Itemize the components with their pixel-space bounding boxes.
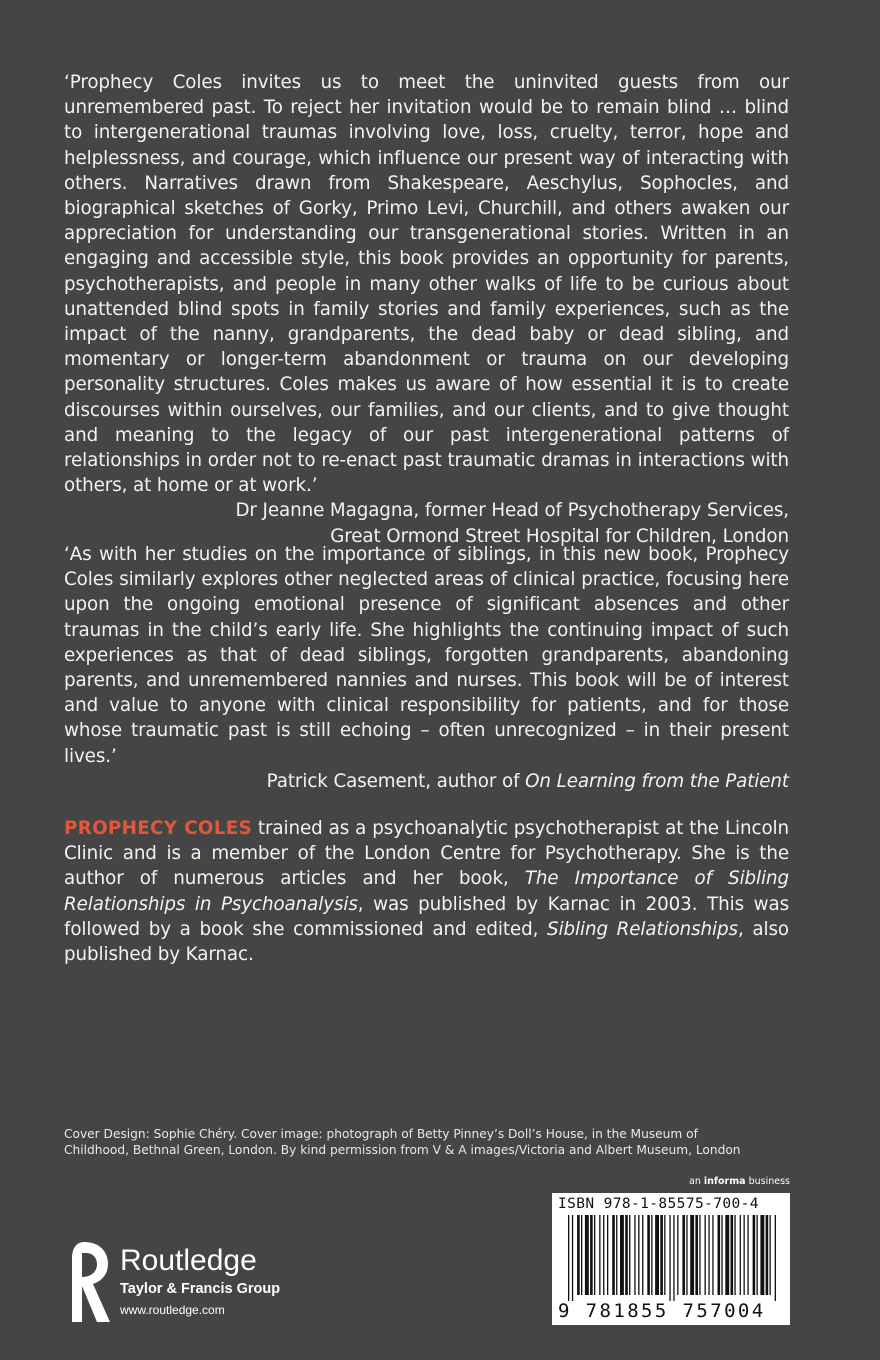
barcode-bar <box>577 1215 580 1295</box>
quote-2-attribution <box>64 769 789 794</box>
barcode-bar <box>655 1215 659 1295</box>
barcode-bar <box>753 1215 756 1295</box>
barcode-bar <box>581 1215 582 1295</box>
barcode-bar <box>629 1215 630 1295</box>
barcode-bar <box>585 1215 589 1295</box>
quote-1-text: ‘Prophecy Coles invites us to meet the uninvited guests from our unremembered past. To reject her invitation would be to remain blind … blind to intergenerational traumas involving love, loss, cruelty, terror, hope and helplessness, and courage, which influence our present way of interacting with others. Narratives drawn from Shakespeare, Aeschylus, Sophocles, and biographical sketches of Gorky, Primo Levi, Churchill, and others awaken our appreciation for understanding our transgenerational stories. Written in an engaging and accessible style, this book provides an opportunity for parents, psychotherapists, and people in many other walks of life to be curious about unattended blind spots in family stories and family experiences, such as the impact of the nanny, grandparents, the dead baby or dead sibling, and momentary or longer-term abandonment or trauma on our developing personality structures. Coles makes us aware of how essential it is to create discourses within ourselves, our families, and our clients, and to give thought and meaning to the legacy of our past intergenerational patterns of relationships in order not to re-enact past traumatic dramas in interactions with others, at home or at work.’ <box>64 72 789 497</box>
barcode-bar <box>686 1215 687 1295</box>
barcode-bar <box>616 1215 617 1295</box>
ean-number: 9 781855 757004 <box>558 1300 766 1322</box>
barcode-bar <box>699 1215 700 1295</box>
informa-prefix: an <box>689 1176 704 1187</box>
barcode-bar <box>775 1215 776 1301</box>
barcode-bar <box>612 1215 615 1295</box>
barcode-bar <box>625 1215 628 1295</box>
isbn-barcode <box>552 1193 790 1325</box>
quote-2-text: ‘As with her studies on the importance of siblings, in this new book, Prophecy Coles similarly explores other neglected areas of clinical practice, focusing here upon the ongoing emotional presence of significant absences and other traumas in the child’s early life. She highlights the continuing impact of such experiences as that of dead siblings, forgotten grandparents, abandoning parents, and unremembered nannies and nurses. This book will be of interest and value to anyone with clinical responsibility for patients, and for those whose traumatic past is still echoing – often unrecognized – in their present lives.’ <box>64 544 789 767</box>
author-name: PROPHECY COLES <box>64 818 252 839</box>
barcode-bar <box>647 1215 650 1295</box>
barcode-bar <box>695 1215 698 1295</box>
routledge-vertical-mark: ROUTLEDGE <box>55 1160 62 1204</box>
barcode-bar <box>664 1215 665 1295</box>
routledge-logo-mark <box>55 1160 112 1328</box>
barcode-bar <box>634 1215 635 1295</box>
barcode-bar <box>731 1215 734 1295</box>
barcode-bar <box>712 1215 713 1295</box>
barcode-bars <box>556 1215 786 1301</box>
barcode-bar <box>770 1215 771 1295</box>
endorsement-quote-1 <box>64 70 789 549</box>
barcode-bar <box>747 1215 748 1295</box>
barcode-bar <box>757 1215 758 1295</box>
barcode-bar <box>760 1215 764 1295</box>
barcode-bar <box>740 1215 741 1295</box>
barcode-bar <box>590 1215 593 1295</box>
publisher-name: Routledge <box>120 1244 257 1277</box>
barcode-bar <box>660 1215 663 1295</box>
barcode-bar <box>607 1215 608 1295</box>
barcode-bar <box>682 1215 685 1295</box>
quote-1-attribution-line-1: Dr Jeanne Magagna, former Head of Psychotherapy Services, <box>235 500 789 522</box>
barcode-bar <box>642 1215 643 1295</box>
bio-part-3: , also published by Karnac. <box>64 918 790 966</box>
barcode-bar <box>766 1215 769 1295</box>
barcode-bar <box>638 1215 639 1295</box>
informa-suffix: business <box>745 1176 790 1187</box>
bio-part-2: , was published by Karnac in 2003. This was followed by a book she commissioned and edited, <box>64 893 789 940</box>
barcode-bar <box>620 1215 624 1295</box>
endorsement-quote-2 <box>64 542 789 794</box>
isbn-text: ISBN 978-1-85575-700-4 <box>558 1196 759 1212</box>
publisher-group: Taylor & Francis Group <box>120 1281 281 1297</box>
barcode-bar <box>673 1215 674 1301</box>
informa-tagline <box>680 1176 790 1187</box>
barcode-bar <box>744 1215 745 1295</box>
barcode-bar <box>705 1215 706 1295</box>
cover-credits: Cover Design: Sophie Chéry. Cover image: photograph of Betty Pinney’s Doll’s House, in the Museum of Childhood, Bethnal Green, London. By kind permission from V & A images/Victoria and Albert Museum, London <box>64 1127 741 1157</box>
barcode-bar <box>572 1215 573 1301</box>
informa-brand: informa <box>703 1176 746 1187</box>
barcode-bar <box>708 1215 709 1295</box>
author-bio-text <box>64 816 789 967</box>
barcode-bar <box>568 1215 569 1301</box>
bio-part-1: trained as a psychoanalytic psychotherapist at the Lincoln Clinic and is a member of the London Centre for Psychotherapy. She is the author of numerous articles and her book, <box>64 818 789 890</box>
routledge-r-icon <box>55 1160 112 1324</box>
barcode-bar <box>725 1215 729 1295</box>
barcode-bar <box>690 1215 694 1295</box>
barcode-bar <box>599 1215 600 1295</box>
barcode-bar <box>594 1215 595 1295</box>
publisher-url: www.routledge.com <box>120 1303 225 1317</box>
barcode-bar <box>718 1215 721 1295</box>
barcode-bar <box>669 1215 670 1301</box>
barcode-bar <box>677 1215 678 1295</box>
barcode-bar <box>603 1215 604 1295</box>
quote-2-attribution-title: On Learning from the Patient <box>525 770 789 792</box>
barcode-bar <box>651 1215 652 1295</box>
barcode-bar <box>734 1215 735 1295</box>
barcode-bar <box>721 1215 722 1295</box>
quote-1-attribution-line-2: Great Ormond Street Hospital for Children, London <box>330 525 789 547</box>
bio-book-title-2: Sibling Relationships <box>547 918 738 940</box>
bio-book-title-1: The Importance of Sibling Relationships in Psychoanalysis <box>64 868 790 915</box>
author-bio <box>64 816 789 967</box>
routledge-logo <box>120 1244 280 1318</box>
quote-2-attribution-prefix: Patrick Casement, author of <box>266 770 526 792</box>
